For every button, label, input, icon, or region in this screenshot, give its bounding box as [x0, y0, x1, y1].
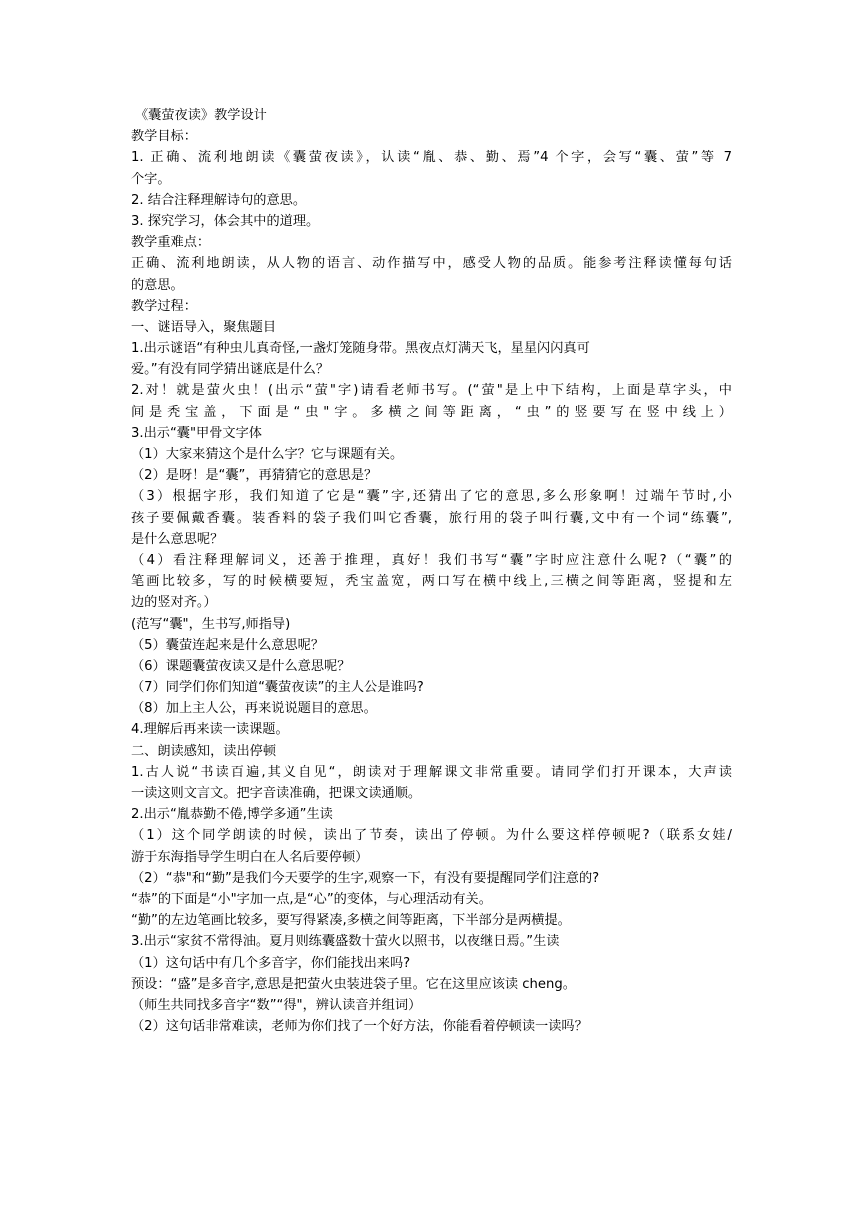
paragraph-line: “勤”的左边笔画比较多，要写得紧凑,多横之间等距离，下半部分是两横提。	[131, 913, 571, 929]
document-body	[131, 126, 732, 1037]
paragraph-line: 4.理解后再来读一读课题。	[131, 722, 289, 738]
paragraph-line: （2）是呀！是“囊”，再猜猜它的意思是？	[131, 468, 378, 484]
paragraph-line: 1.出示谜语“有种虫儿真奇怪,一盏灯笼随身带。黑夜点灯满天飞，星星闪闪真可	[131, 341, 590, 357]
paragraph-line: （1）大家来猜这个是什么字？它与课题有关。	[131, 447, 404, 462]
paragraph-line: 游于东海指导学生明白在人名后要停顿）	[131, 849, 369, 865]
paragraph-line: 1.古人说“书读百遍,其义自见“，朗读对于理解课文非常重要。请同学们打开课本，大声读	[131, 764, 732, 780]
paragraph-line: 1. 正确、流利地朗读《囊萤夜读》，认读“胤、恭、勤、焉”4 个字，会写“囊、萤”等 7	[131, 150, 732, 166]
paragraph-line: 教学目标：	[131, 129, 197, 145]
paragraph-line: （7）同学们你们知道“囊萤夜读”的主人公是谁吗?	[131, 680, 424, 696]
paragraph-line: （1）这个同学朗读的时候，读出了节奏，读出了停顿。为什么要这样停顿呢?（联系女娃/	[131, 828, 732, 844]
paragraph-line: 间是秃宝盖，下面是“虫"字。多横之间等距离，“虫”的竖要写在竖中线上）	[131, 404, 732, 420]
paragraph-line: （6）课题囊萤夜读又是什么意思呢？	[131, 658, 351, 674]
paragraph-line: （8）加上主人公，再来说说题目的意思。	[131, 701, 377, 717]
paragraph-line: 2.对！就是萤火虫！(出示“萤"字)请看老师书写。(“萤"是上中下结构，上面是草字头，中	[131, 383, 732, 399]
paragraph-line: 一读这则文言文。把字音读准确，把课文读通顺。	[131, 786, 422, 801]
paragraph-line: 一、谜语导入，聚焦题目	[131, 319, 277, 335]
paragraph-line: 2. 结合注释理解诗句的意思。	[131, 192, 307, 208]
paragraph-line: 3.出示“囊"甲骨文字体	[131, 425, 262, 441]
paragraph-line: （4）看注释理解词义，还善于推理，真好！我们书写“囊”字时应注意什么呢?（“囊”的	[131, 552, 732, 568]
paragraph-line: 孩子要佩戴香囊。装香料的袋子我们叫它香囊，旅行用的袋子叫行囊,文中有一个词“练囊”,	[131, 510, 732, 526]
paragraph-line: （3）根据字形，我们知道了它是“囊”字,还猜出了它的意思,多么形象啊！过端午节时,小	[131, 489, 732, 505]
document-page	[131, 105, 732, 1037]
paragraph-line: （1）这句话中有几个多音字，你们能找出来吗?	[131, 955, 411, 971]
paragraph-line: 预设：“盛”是多音字,意思是把萤火虫装进袋子里。它在这里应该读 cheng。	[131, 976, 576, 992]
paragraph-line: （2）这句话非常难读，老师为你们找了一个好方法，你能看着停顿读一读吗？	[131, 1019, 588, 1035]
paragraph-line: 笔画比较多，写的时候横要短，秃宝盖宽，两口写在横中线上,三横之间等距离，竖提和左	[131, 574, 732, 590]
document-title: 《囊萤夜读》教学设计	[135, 108, 267, 123]
paragraph-line: 个字。	[131, 171, 171, 187]
paragraph-line: 的意思。	[131, 277, 184, 293]
paragraph-line: （师生共同找多音字“数”“得"，辨认读音并组词）	[131, 997, 422, 1013]
paragraph-line: (范写“囊"，生书写,师指导)	[131, 616, 291, 632]
paragraph-line: 2.出示“胤恭勤不倦,博学多通”生读	[131, 807, 333, 823]
paragraph-line: 爱。”有没有同学猜出谜底是什么？	[131, 362, 330, 378]
paragraph-line: 教学重难点：	[131, 235, 211, 251]
paragraph-line: （2）“恭"和“勤”是我们今天要学的生字,观察一下，有没有要提醒同学们注意的?	[131, 870, 600, 886]
paragraph-line: “恭”的下面是“小"字加一点,是“心”的变体，与心理活动有关。	[131, 891, 492, 907]
paragraph-line: （5）囊萤连起来是什么意思呢？	[131, 637, 325, 653]
paragraph-line: 二、朗读感知，读出停顿	[131, 743, 277, 759]
paragraph-line: 3. 探究学习，体会其中的道理。	[131, 213, 320, 229]
paragraph-line: 是什么意思呢？	[131, 531, 224, 547]
paragraph-line: 3.出示“家贫不常得油。夏月则练囊盛数十萤火以照书，以夜继日焉。”生读	[131, 934, 560, 950]
paragraph-line: 边的竖对齐。）	[131, 595, 217, 611]
paragraph-line: 正确、流利地朗读，从人物的语言、动作描写中，感受人物的品质。能参考注释读懂每句话	[131, 256, 732, 272]
paragraph-line: 教学过程：	[131, 298, 197, 314]
